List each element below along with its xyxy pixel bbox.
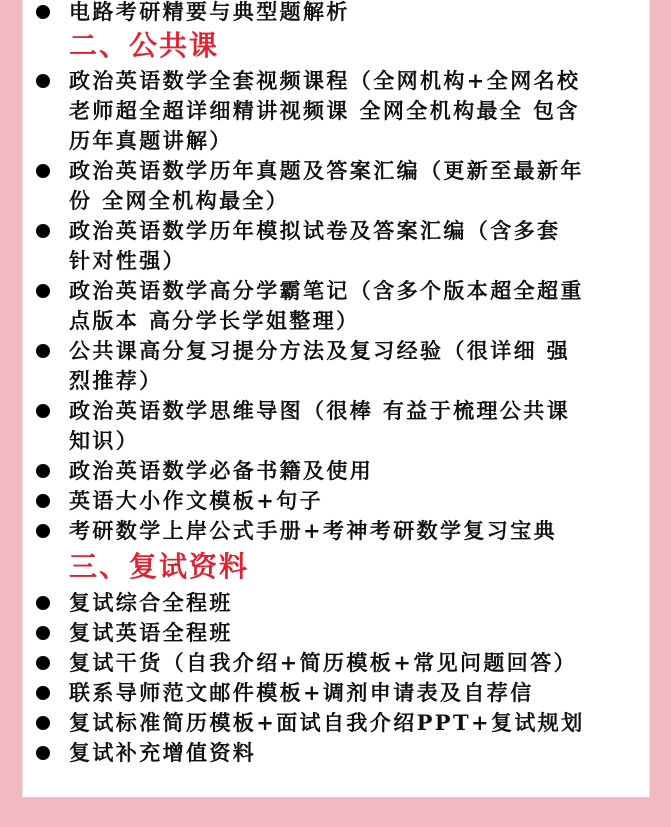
list-item-text: 考研数学上岸公式手册+考神考研数学复习宝典 <box>69 518 557 543</box>
list-item <box>23 618 649 648</box>
list-item-text: 知识） <box>69 428 140 453</box>
list-item-text: 政治英语数学全套视频课程（全网机构+全网名校 <box>69 68 581 93</box>
bullet-icon <box>36 746 50 760</box>
list-item <box>23 456 649 486</box>
bullet-icon <box>36 404 50 418</box>
bullet-icon <box>36 5 50 19</box>
list-item-text: 公共课高分复习提分方法及复习经验（很详细 强 <box>69 338 571 363</box>
list-item-continuation <box>23 246 649 276</box>
bullet-icon <box>36 716 50 730</box>
list-item <box>23 276 649 306</box>
list-item <box>23 0 649 27</box>
list-item <box>23 678 649 708</box>
list-item <box>23 336 649 366</box>
list-item <box>23 738 649 768</box>
list-item-text: 复试干货（自我介绍+简历模板+常见问题回答） <box>69 650 577 675</box>
content-card <box>22 0 650 797</box>
section-heading-public-courses: 二、公共课 <box>69 29 220 62</box>
list-item-text: 电路考研精要与典型题解析 <box>69 0 350 24</box>
list-item-text: 历年真题讲解） <box>69 128 233 153</box>
list-item <box>23 516 649 546</box>
bullet-icon <box>36 74 50 88</box>
list-item-continuation <box>23 126 649 156</box>
list-item-continuation <box>23 186 649 216</box>
list-item <box>23 708 649 738</box>
bullet-icon <box>36 224 50 238</box>
list-item <box>23 216 649 246</box>
list-item-text: 政治英语数学思维导图（很棒 有益于梳理公共课 <box>69 398 571 423</box>
list-item-text: 政治英语数学高分学霸笔记（含多个版本超全超重 <box>69 278 584 303</box>
list-item-text: 份 全网全机构最全） <box>69 188 290 213</box>
list-item-text: 联系导师范文邮件模板+调剂申请表及自荐信 <box>69 680 534 705</box>
list-item <box>23 156 649 186</box>
list-item <box>23 396 649 426</box>
bullet-icon <box>36 524 50 538</box>
list-item-continuation <box>23 426 649 456</box>
list-item-text: 点版本 高分学长学姐整理） <box>69 308 360 333</box>
section-heading-retest-materials: 三、复试资料 <box>69 550 250 583</box>
list-item-continuation <box>23 306 649 336</box>
list-item-text: 老师超全超详细精讲视频课 全网全机构最全 包含 <box>69 98 580 123</box>
list-item-text: 复试标准简历模板+面试自我介绍PPT+复试规划 <box>69 710 585 735</box>
list-item <box>23 66 649 96</box>
list-item-text: 复试补充增值资料 <box>69 740 257 765</box>
list-item-text: 烈推荐） <box>69 368 163 393</box>
bullet-icon <box>36 686 50 700</box>
list-item <box>23 648 649 678</box>
bullet-icon <box>36 164 50 178</box>
list-item-text: 复试综合全程班 <box>69 590 233 615</box>
bullet-icon <box>36 596 50 610</box>
list-item-continuation <box>23 366 649 396</box>
list-item-text: 针对性强） <box>69 248 186 273</box>
list-item-text: 复试英语全程班 <box>69 620 233 645</box>
list-item <box>23 486 649 516</box>
bullet-icon <box>36 284 50 298</box>
bullet-icon <box>36 464 50 478</box>
list-item-text: 政治英语数学历年真题及答案汇编（更新至最新年 <box>69 158 584 183</box>
list-item-text: 英语大小作文模板+句子 <box>69 488 323 513</box>
bullet-icon <box>36 626 50 640</box>
list-item-text: 政治英语数学历年模拟试卷及答案汇编（含多套 <box>69 218 561 243</box>
bullet-icon <box>36 494 50 508</box>
bullet-icon <box>36 656 50 670</box>
list-item <box>23 588 649 618</box>
list-item-continuation <box>23 96 649 126</box>
list-item-text: 政治英语数学必备书籍及使用 <box>69 458 374 483</box>
bullet-icon <box>36 344 50 358</box>
